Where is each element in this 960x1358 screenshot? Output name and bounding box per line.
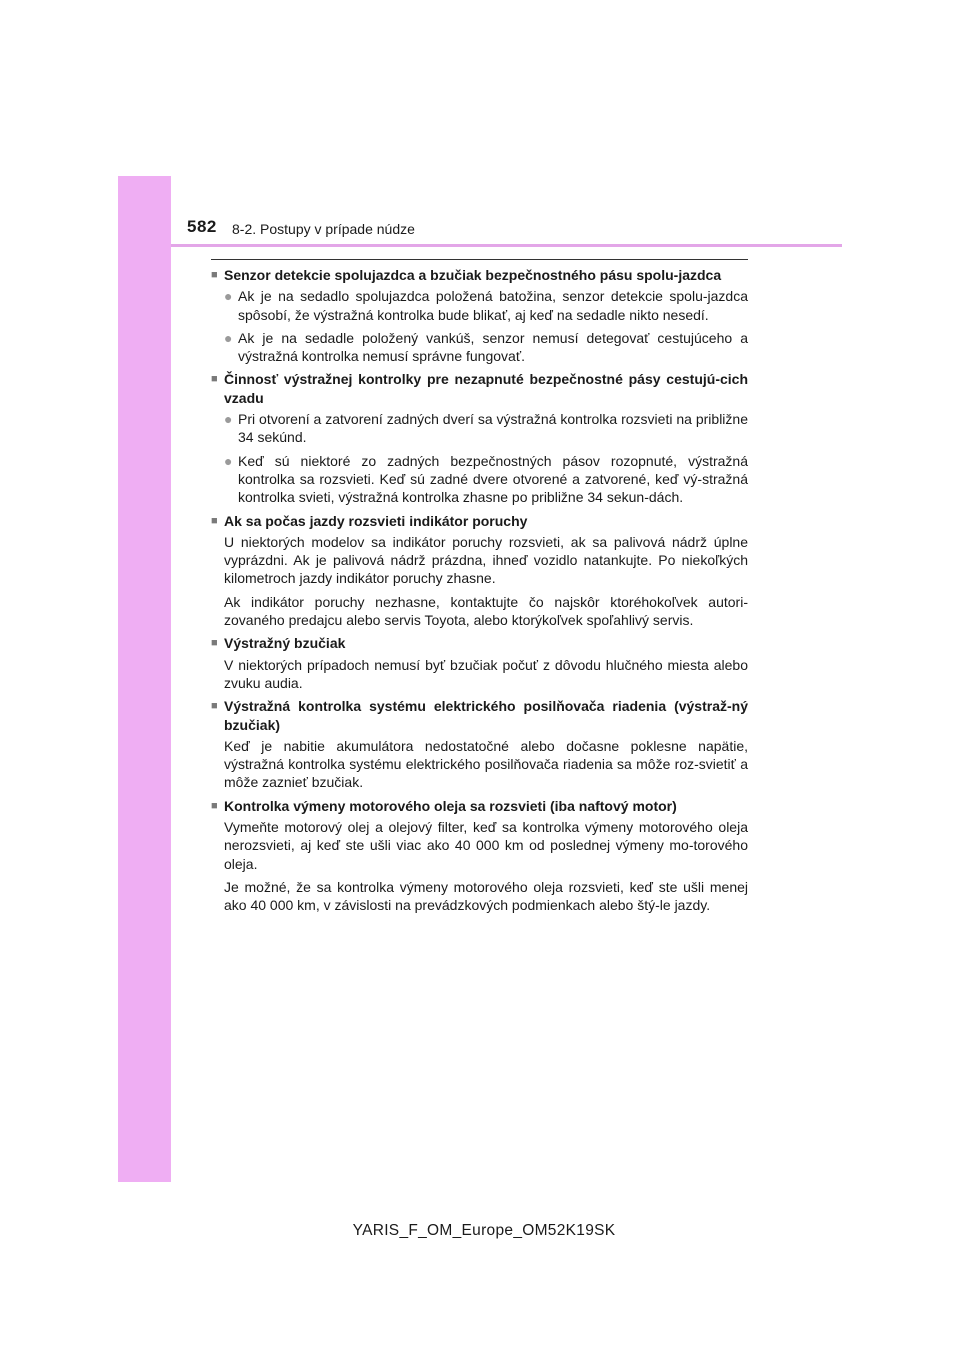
circle-bullet-icon: ●: [224, 288, 233, 305]
topic-heading-text: Kontrolka výmeny motorového oleja sa rozsvieti (iba naftový motor): [224, 797, 677, 814]
content-body: [211, 266, 748, 920]
topic-section: [211, 512, 748, 630]
topic-heading-text: Výstražný bzučiak: [224, 635, 346, 652]
square-bullet-icon: ■: [211, 373, 218, 386]
list-item: [211, 287, 748, 324]
topic-heading: [211, 370, 748, 407]
body-paragraph: Keď je nabitie akumulátora nedostatočné alebo dočasne poklesne napätie, výstražná kontrolka systému elektrického posilňovača riadenia sa môže roz-svietiť a môže zaznieť bzučiak.: [224, 737, 748, 791]
list-item: [211, 410, 748, 447]
content-rule: [211, 259, 748, 260]
square-bullet-icon: ■: [211, 637, 218, 650]
list-item: [211, 452, 748, 507]
topic-section: [211, 697, 748, 791]
footer-doc-code: YARIS_F_OM_Europe_OM52K19SK: [352, 1222, 616, 1239]
topic-heading: [211, 266, 748, 284]
square-bullet-icon: ■: [211, 700, 218, 713]
body-paragraph: V niektorých prípadoch nemusí byť bzučiak počuť z dôvodu hlučného miesta alebo zvuku audia.: [224, 656, 748, 691]
topic-section: [211, 370, 748, 506]
square-bullet-icon: ■: [211, 514, 218, 527]
page-number: 582: [187, 217, 217, 236]
topic-heading-text: Výstražná kontrolka systému elektrického posilňovača riadenia (výstraž-ný bzučiak): [224, 698, 748, 733]
header-rule: [171, 244, 842, 247]
square-bullet-icon: ■: [211, 799, 218, 812]
section-title: 8-2. Postupy v prípade núdze: [232, 221, 415, 237]
body-paragraph: U niektorých modelov sa indikátor poruchy rozsvieti, ak sa palivová nádrž úplne vyprázdni. Ak je palivová nádrž prázdna, ihneď vozidlo natankujte. Po niekoľkých kilometroch jazdy indikátor poruchy zhasne.: [224, 533, 748, 587]
topic-heading-text: Ak sa počas jazdy rozsvieti indikátor poruchy: [224, 512, 528, 529]
topic-heading: [211, 634, 748, 652]
side-tab-band: [118, 176, 171, 1182]
list-item: [211, 329, 748, 366]
topic-section: [211, 634, 748, 692]
topic-section: [211, 266, 748, 365]
circle-bullet-icon: ●: [224, 329, 233, 346]
body-paragraph: Je možné, že sa kontrolka výmeny motorového oleja rozsvieti, keď ste ušli menej ako 40 000 km, v závislosti na prevádzkových podmienkach alebo štý-le jazdy.: [224, 878, 748, 914]
list-item-text: Ak je na sedadlo spolujazdca položená batožina, senzor detekcie spolu-jazdca spôsobí, že výstražná kontrolka bude blikať, aj keď na sedadle nikto nesedí.: [238, 288, 748, 323]
square-bullet-icon: ■: [211, 269, 218, 281]
body-paragraph: Vymeňte motorový olej a olejový filter, keď sa kontrolka výmeny motorového oleja nerozsvieti, aj keď ste ušli viac ako 40 000 km od poslednej výmeny mo-torového oleja.: [224, 819, 748, 872]
topic-heading-text: Senzor detekcie spolujazdca a bzučiak bezpečnostného pásu spolu-jazdca: [224, 267, 722, 283]
topic-heading: [211, 797, 748, 815]
circle-bullet-icon: ●: [224, 452, 233, 469]
list-item-text: Keď sú niektoré zo zadných bezpečnostných pásov rozopnuté, výstražná kontrolka sa rozsvieti. Keď sú zadné dvere otvorené a zatvorené, keď vý-stražná kontrolka svieti, výstražná kontrolka zhasne po približne 34 sekun-dách.: [238, 452, 748, 506]
topic-heading-text: Činnosť výstražnej kontrolky pre nezapnuté bezpečnostné pásy cestujú-cich vzadu: [224, 371, 748, 406]
list-item-text: Pri otvorení a zatvorení zadných dverí sa výstražná kontrolka rozsvieti na približne 34 sekúnd.: [238, 411, 748, 446]
topic-heading: [211, 697, 748, 734]
topic-section: [211, 797, 748, 915]
topic-heading: [211, 512, 748, 530]
body-paragraph: Ak indikátor poruchy nezhasne, kontaktujte čo najskôr ktoréhokoľvek autori-zovaného predajcu alebo servis Toyota, alebo ktorýkoľvek spoľahlivý servis.: [224, 593, 748, 629]
list-item-text: Ak je na sedadle položený vankúš, senzor nemusí detegovať cestujúceho a výstražná kontrolka nemusí správne fungovať.: [238, 329, 748, 365]
circle-bullet-icon: ●: [224, 411, 233, 428]
